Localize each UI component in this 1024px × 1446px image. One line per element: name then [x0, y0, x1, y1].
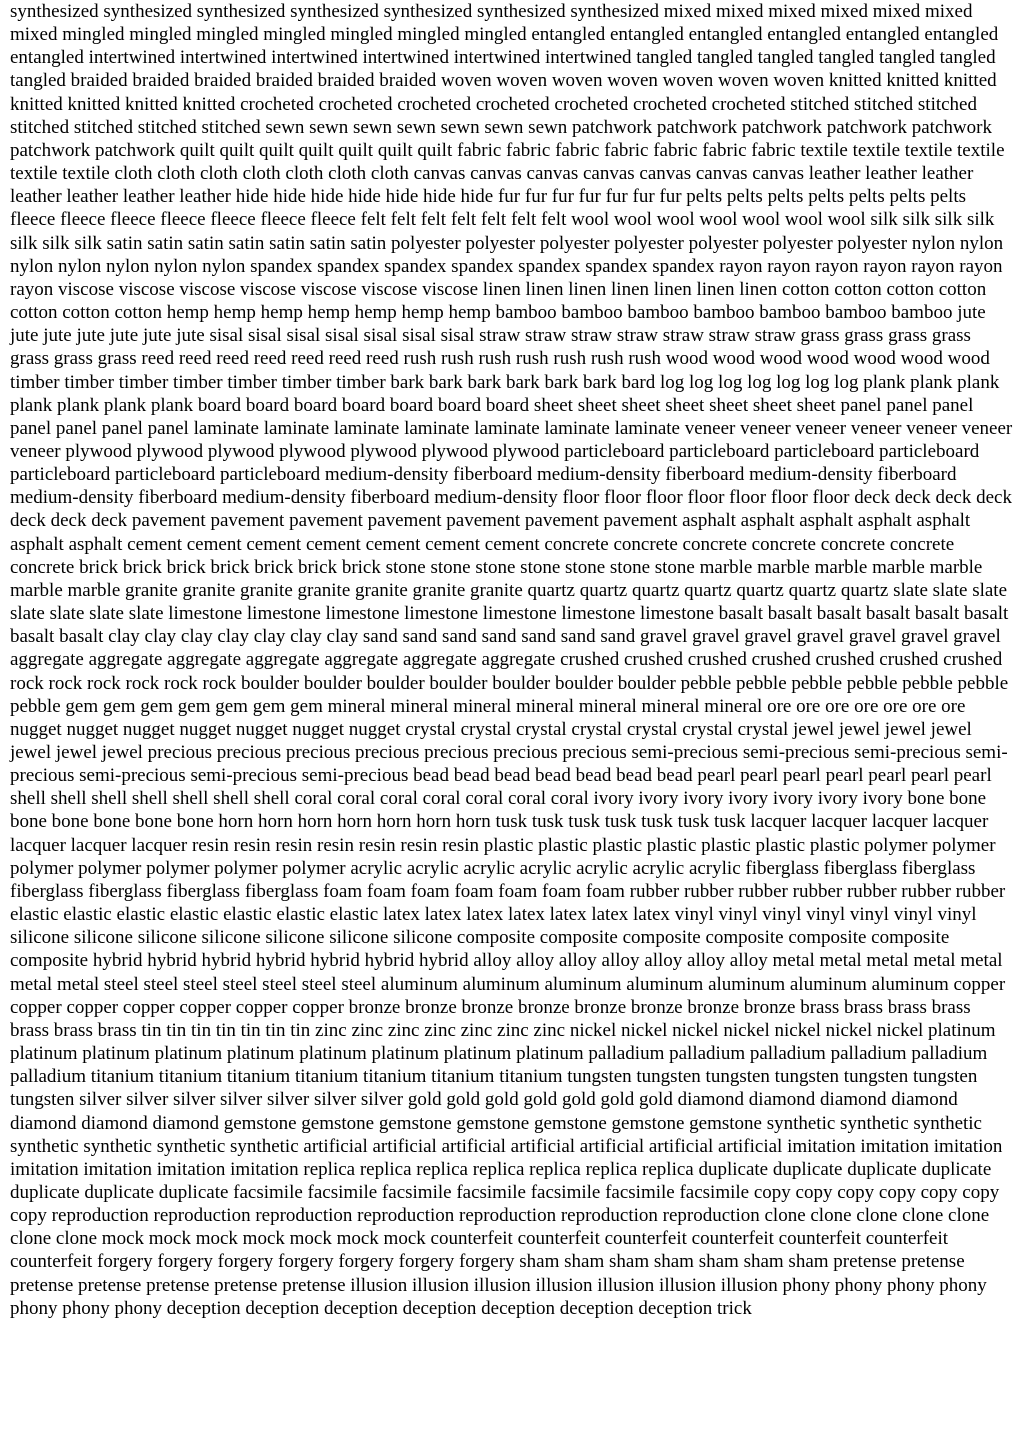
body-text: synthesized synthesized synthesized synthesized synthesized synthesized synthesized mixed mixed mixed mixed mixed mixed mixed mingled mingled mingled mingled mingled mingled mingled entangled entangled entangled entangled entangled entangled entangled intertwined intertwined intertwined intertwined intertwined intertwined tangled tangled tangled tangled tangled tangled tangled braided braided braided braided braided braided woven woven woven woven woven woven woven knitted knitted knitted knitted knitted knitted knitted crocheted crocheted crocheted crocheted crocheted crocheted crocheted stitched stitched stitched stitched stitched stitched stitched sewn sewn sewn sewn sewn sewn sewn patchwork patchwork patchwork patchwork patchwork patchwork patchwork quilt quilt quilt quilt quilt quilt quilt fabric fabric fabric fabric fabric fabric fabric textile textile textile textile textile textile cloth cloth cloth cloth cloth cloth cloth canvas canvas canvas canvas canvas canvas canvas leather leather leather leather leather leather leather hide hide hide hide hide hide hide fur fur fur fur fur fur fur pelts pelts pelts pelts pelts pelts pelts fleece fleece fleece fleece fleece fleece fleece felt felt felt felt felt felt felt wool wool wool wool wool wool wool silk silk silk silk silk silk silk satin satin satin satin satin satin satin polyester polyester polyester polyester polyester polyester polyester nylon nylon nylon nylon nylon nylon nylon spandex spandex spandex spandex spandex spandex spandex rayon rayon rayon rayon rayon rayon rayon viscose viscose viscose viscose viscose viscose viscose linen linen linen linen linen linen linen cotton cotton cotton cotton cotton cotton cotton hemp hemp hemp hemp hemp hemp hemp bamboo bamboo bamboo bamboo bamboo bamboo bamboo jute jute jute jute jute jute jute sisal sisal sisal sisal sisal sisal sisal straw straw straw straw straw straw straw grass grass grass grass grass grass grass reed reed reed reed reed reed reed rush rush rush rush rush rush rush wood wood wood wood wood wood wood timber timber timber timber timber timber timber bark bark bark bark bark bark bard log log log log log log log plank plank plank plank plank plank plank board board board board board board board sheet sheet sheet sheet sheet sheet sheet panel panel panel panel panel panel panel laminate laminate laminate laminate laminate laminate laminate veneer veneer veneer veneer veneer veneer veneer plywood plywood plywood plywood plywood plywood plywood particleboard particleboard particleboard particleboard particleboard particleboard particleboard medium-density fiberboard medium-density fiberboard medium-density fiberboard medium-density fiberboard medium-density fiberboard medium-density floor floor floor floor floor floor floor deck deck deck deck deck deck deck pavement pavement pavement pavement pavement pavement pavement asphalt asphalt asphalt asphalt asphalt asphalt asphalt cement cement cement cement cement cement cement concrete concrete concrete concrete concrete concrete concrete brick brick brick brick brick brick brick stone stone stone stone stone stone stone marble marble marble marble marble marble marble granite granite granite granite granite granite granite quartz quartz quartz quartz quartz quartz quartz slate slate slate slate slate slate slate limestone limestone limestone limestone limestone limestone limestone basalt basalt basalt basalt basalt basalt basalt basalt clay clay clay clay clay clay clay sand sand sand sand sand sand sand gravel gravel gravel gravel gravel gravel gravel aggregate aggregate aggregate aggregate aggregate aggregate aggregate crushed crushed crushed crushed crushed crushed crushed rock rock rock rock rock rock boulder boulder boulder boulder boulder boulder boulder pebble pebble pebble pebble pebble pebble pebble gem gem gem gem gem gem gem mineral mineral mineral mineral mineral mineral mineral ore ore ore ore ore ore ore nugget nugget nugget nugget nugget nugget nugget crystal crystal crystal crystal crystal crystal crystal jewel jewel jewel jewel jewel jewel jewel precious precious precious precious precious precious precious semi-precious semi-precious semi-precious semi-precious semi-precious semi-precious semi-precious bead bead bead bead bead bead bead pearl pearl pearl pearl pearl pearl pearl shell shell shell shell shell shell shell coral coral coral coral coral coral coral ivory ivory ivory ivory ivory ivory ivory bone bone bone bone bone bone bone horn horn horn horn horn horn horn tusk tusk tusk tusk tusk tusk tusk lacquer lacquer lacquer lacquer lacquer lacquer lacquer resin resin resin resin resin resin resin plastic plastic plastic plastic plastic plastic plastic polymer polymer polymer polymer polymer polymer polymer acrylic acrylic acrylic acrylic acrylic acrylic acrylic fiberglass fiberglass fiberglass fiberglass fiberglass fiberglass fiberglass foam foam foam foam foam foam foam rubber rubber rubber rubber rubber rubber rubber elastic elastic elastic elastic elastic elastic elastic latex latex latex latex latex latex latex vinyl vinyl vinyl vinyl vinyl vinyl vinyl silicone silicone silicone silicone silicone silicone silicone composite composite composite composite composite composite composite hybrid hybrid hybrid hybrid hybrid hybrid hybrid alloy alloy alloy alloy alloy alloy alloy metal metal metal metal metal metal metal steel steel steel steel steel steel steel aluminum aluminum aluminum aluminum aluminum aluminum aluminum copper copper copper copper copper copper copper bronze bronze bronze bronze bronze bronze bronze bronze brass brass brass brass brass brass brass tin tin tin tin tin tin tin zinc zinc zinc zinc zinc zinc zinc nickel nickel nickel nickel nickel nickel nickel platinum platinum platinum platinum platinum platinum platinum platinum platinum palladium palladium palladium palladium palladium palladium titanium titanium titanium titanium titanium titanium titanium tungsten tungsten tungsten tungsten tungsten tungsten tungsten silver silver silver silver silver silver silver gold gold gold gold gold gold gold diamond diamond diamond diamond diamond diamond diamond gemstone gemstone gemstone gemstone gemstone gemstone gemstone synthetic synthetic synthetic synthetic synthetic synthetic synthetic artificial artificial artificial artificial artificial artificial artificial imitation imitation imitation imitation imitation imitation imitation replica replica replica replica replica replica replica duplicate duplicate duplicate duplicate duplicate duplicate duplicate facsimile facsimile facsimile facsimile facsimile facsimile facsimile copy copy copy copy copy copy copy reproduction reproduction reproduction reproduction reproduction reproduction reproduction clone clone clone clone clone clone clone mock mock mock mock mock mock mock counterfeit counterfeit counterfeit counterfeit counterfeit counterfeit counterfeit forgery forgery forgery forgery forgery forgery forgery sham sham sham sham sham sham sham pretense pretense pretense pretense pretense pretense pretense illusion illusion illusion illusion illusion illusion illusion phony phony phony phony phony phony phony deception deception deception deception deception deception deception trick	[10, 1, 1013, 1319]
